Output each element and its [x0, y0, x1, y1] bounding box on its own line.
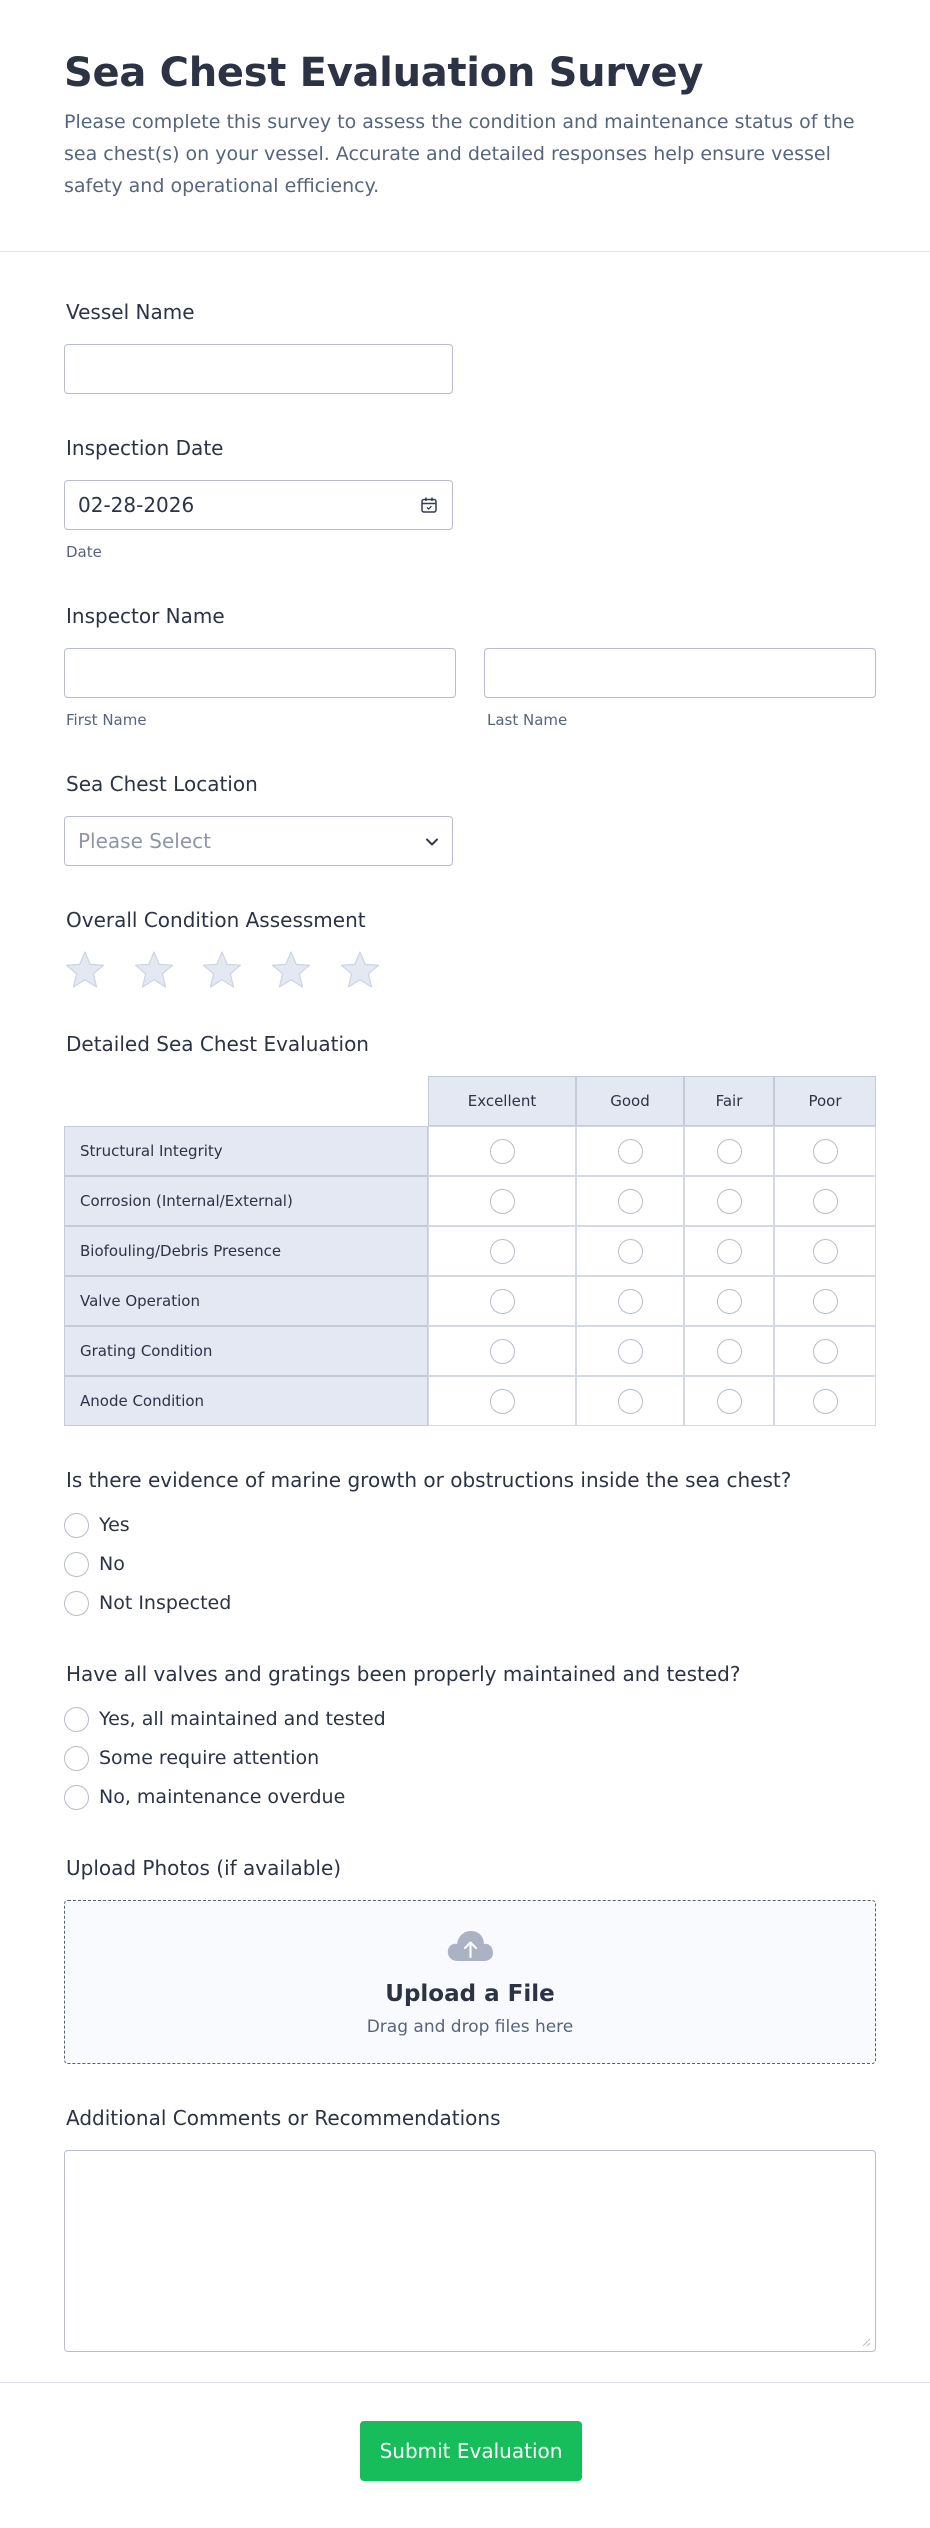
matrix-cell: [576, 1176, 684, 1226]
overall-condition-label: Overall Condition Assessment: [66, 908, 366, 932]
matrix-radio[interactable]: [490, 1339, 515, 1364]
matrix-cell: [774, 1176, 876, 1226]
radio-button[interactable]: [64, 1746, 89, 1771]
matrix-column-header: Good: [576, 1076, 684, 1126]
inspection-date-label: Inspection Date: [66, 436, 224, 460]
matrix-cell: [428, 1376, 576, 1426]
form-footer: [0, 2382, 930, 2528]
upload-label: Upload Photos (if available): [66, 1856, 342, 1880]
file-upload-dropzone[interactable]: [64, 1900, 876, 2064]
inspection-date-value: 02-28-2026: [78, 493, 195, 517]
matrix-row-label: Corrosion (Internal/External): [64, 1176, 428, 1226]
matrix-radio[interactable]: [813, 1239, 838, 1264]
inspector-name-label: Inspector Name: [66, 604, 225, 628]
matrix-radio[interactable]: [490, 1189, 515, 1214]
sea-chest-location-placeholder: Please Select: [78, 829, 211, 853]
matrix-cell: [576, 1376, 684, 1426]
matrix-row-label: Anode Condition: [64, 1376, 428, 1426]
calendar-icon[interactable]: [420, 496, 438, 514]
matrix-radio[interactable]: [717, 1189, 742, 1214]
matrix-cell: [428, 1176, 576, 1226]
matrix-radio[interactable]: [618, 1389, 643, 1414]
matrix-row-label: Structural Integrity: [64, 1126, 428, 1176]
radio-button[interactable]: [64, 1513, 89, 1538]
marine-growth-option-label: Yes: [99, 1514, 130, 1536]
matrix-cell: [428, 1126, 576, 1176]
matrix-column-header: Excellent: [428, 1076, 576, 1126]
matrix-label: Detailed Sea Chest Evaluation: [66, 1032, 369, 1056]
matrix-radio[interactable]: [618, 1289, 643, 1314]
matrix-cell: [428, 1326, 576, 1376]
matrix-cell: [576, 1226, 684, 1276]
valves-maintained-label: Have all valves and gratings been properly maintained and tested?: [66, 1662, 741, 1686]
marine-growth-option[interactable]: [64, 1550, 125, 1578]
matrix-row-label: Valve Operation: [64, 1276, 428, 1326]
matrix-radio[interactable]: [717, 1339, 742, 1364]
matrix-radio[interactable]: [813, 1339, 838, 1364]
vessel-name-label: Vessel Name: [66, 300, 195, 324]
upload-title: Upload a File: [385, 1981, 555, 2007]
matrix-cell: [684, 1326, 774, 1376]
form-description: Please complete this survey to assess the condition and maintenance status of the sea chest(s) on your vessel. Accurate and detailed responses help ensure vessel safety and operational efficiency.: [64, 111, 855, 197]
valves-maintained-option[interactable]: [64, 1744, 319, 1772]
radio-button[interactable]: [64, 1552, 89, 1577]
submit-button[interactable]: Submit Evaluation: [360, 2421, 582, 2481]
matrix-radio[interactable]: [618, 1139, 643, 1164]
matrix-cell: [774, 1126, 876, 1176]
matrix-cell: [774, 1376, 876, 1426]
valves-maintained-option-label: Some require attention: [99, 1747, 320, 1769]
matrix-column-header: Poor: [774, 1076, 876, 1126]
chevron-down-icon: [424, 834, 440, 850]
vessel-name-input[interactable]: [64, 344, 453, 394]
first-name-input[interactable]: [64, 648, 456, 698]
matrix-cell: [684, 1276, 774, 1326]
matrix-radio[interactable]: [618, 1339, 643, 1364]
matrix-radio[interactable]: [490, 1289, 515, 1314]
matrix-radio[interactable]: [813, 1289, 838, 1314]
marine-growth-option[interactable]: [64, 1511, 130, 1539]
comments-textarea[interactable]: [64, 2150, 876, 2352]
matrix-cell: [684, 1176, 774, 1226]
star-icon[interactable]: [64, 950, 106, 990]
resize-handle-icon[interactable]: [861, 2337, 871, 2347]
matrix-column-header: Fair: [684, 1076, 774, 1126]
valves-maintained-option[interactable]: [64, 1783, 345, 1811]
matrix-cell: [684, 1226, 774, 1276]
matrix-radio[interactable]: [717, 1289, 742, 1314]
matrix-radio[interactable]: [717, 1139, 742, 1164]
matrix-cell: [428, 1226, 576, 1276]
sea-chest-location-select[interactable]: [64, 816, 453, 866]
matrix-cell: [576, 1326, 684, 1376]
form-title: Sea Chest Evaluation Survey: [64, 50, 704, 96]
matrix-cell: [428, 1276, 576, 1326]
matrix-radio[interactable]: [813, 1189, 838, 1214]
marine-growth-option-label: No: [99, 1553, 125, 1575]
matrix-radio[interactable]: [618, 1189, 643, 1214]
matrix-radio[interactable]: [813, 1139, 838, 1164]
matrix-cell: [774, 1226, 876, 1276]
inspection-date-input[interactable]: [64, 480, 453, 530]
valves-maintained-option-label: Yes, all maintained and tested: [99, 1708, 386, 1730]
star-icon[interactable]: [133, 950, 175, 990]
form-header: [0, 0, 930, 252]
matrix-radio[interactable]: [618, 1239, 643, 1264]
star-icon[interactable]: [339, 950, 381, 990]
last-name-sublabel: Last Name: [487, 711, 568, 729]
last-name-input[interactable]: [484, 648, 876, 698]
matrix-radio[interactable]: [490, 1389, 515, 1414]
matrix-radio[interactable]: [717, 1239, 742, 1264]
radio-button[interactable]: [64, 1707, 89, 1732]
star-icon[interactable]: [270, 950, 312, 990]
first-name-sublabel: First Name: [66, 711, 147, 729]
matrix-cell: [684, 1376, 774, 1426]
matrix-radio[interactable]: [490, 1239, 515, 1264]
radio-button[interactable]: [64, 1591, 89, 1616]
comments-label: Additional Comments or Recommendations: [66, 2106, 501, 2130]
marine-growth-label: Is there evidence of marine growth or obstructions inside the sea chest?: [66, 1468, 792, 1492]
marine-growth-option[interactable]: [64, 1589, 231, 1617]
matrix-row-label: Biofouling/Debris Presence: [64, 1226, 428, 1276]
valves-maintained-option[interactable]: [64, 1705, 386, 1733]
matrix-cell: [576, 1276, 684, 1326]
radio-button[interactable]: [64, 1785, 89, 1810]
star-icon[interactable]: [201, 950, 243, 990]
matrix-radio[interactable]: [717, 1389, 742, 1414]
matrix-cell: [774, 1276, 876, 1326]
upload-subtitle: Drag and drop files here: [366, 2017, 574, 2037]
matrix-cell: [774, 1326, 876, 1376]
inspection-date-sublabel: Date: [66, 543, 102, 561]
valves-maintained-option-label: No, maintenance overdue: [99, 1786, 346, 1808]
cloud-upload-icon: [445, 1927, 495, 1965]
matrix-row-label: Grating Condition: [64, 1326, 428, 1376]
marine-growth-option-label: Not Inspected: [99, 1592, 232, 1614]
matrix-cell: [576, 1126, 684, 1176]
matrix-radio[interactable]: [813, 1389, 838, 1414]
sea-chest-location-label: Sea Chest Location: [66, 772, 258, 796]
matrix-radio[interactable]: [490, 1139, 515, 1164]
matrix-cell: [684, 1126, 774, 1176]
